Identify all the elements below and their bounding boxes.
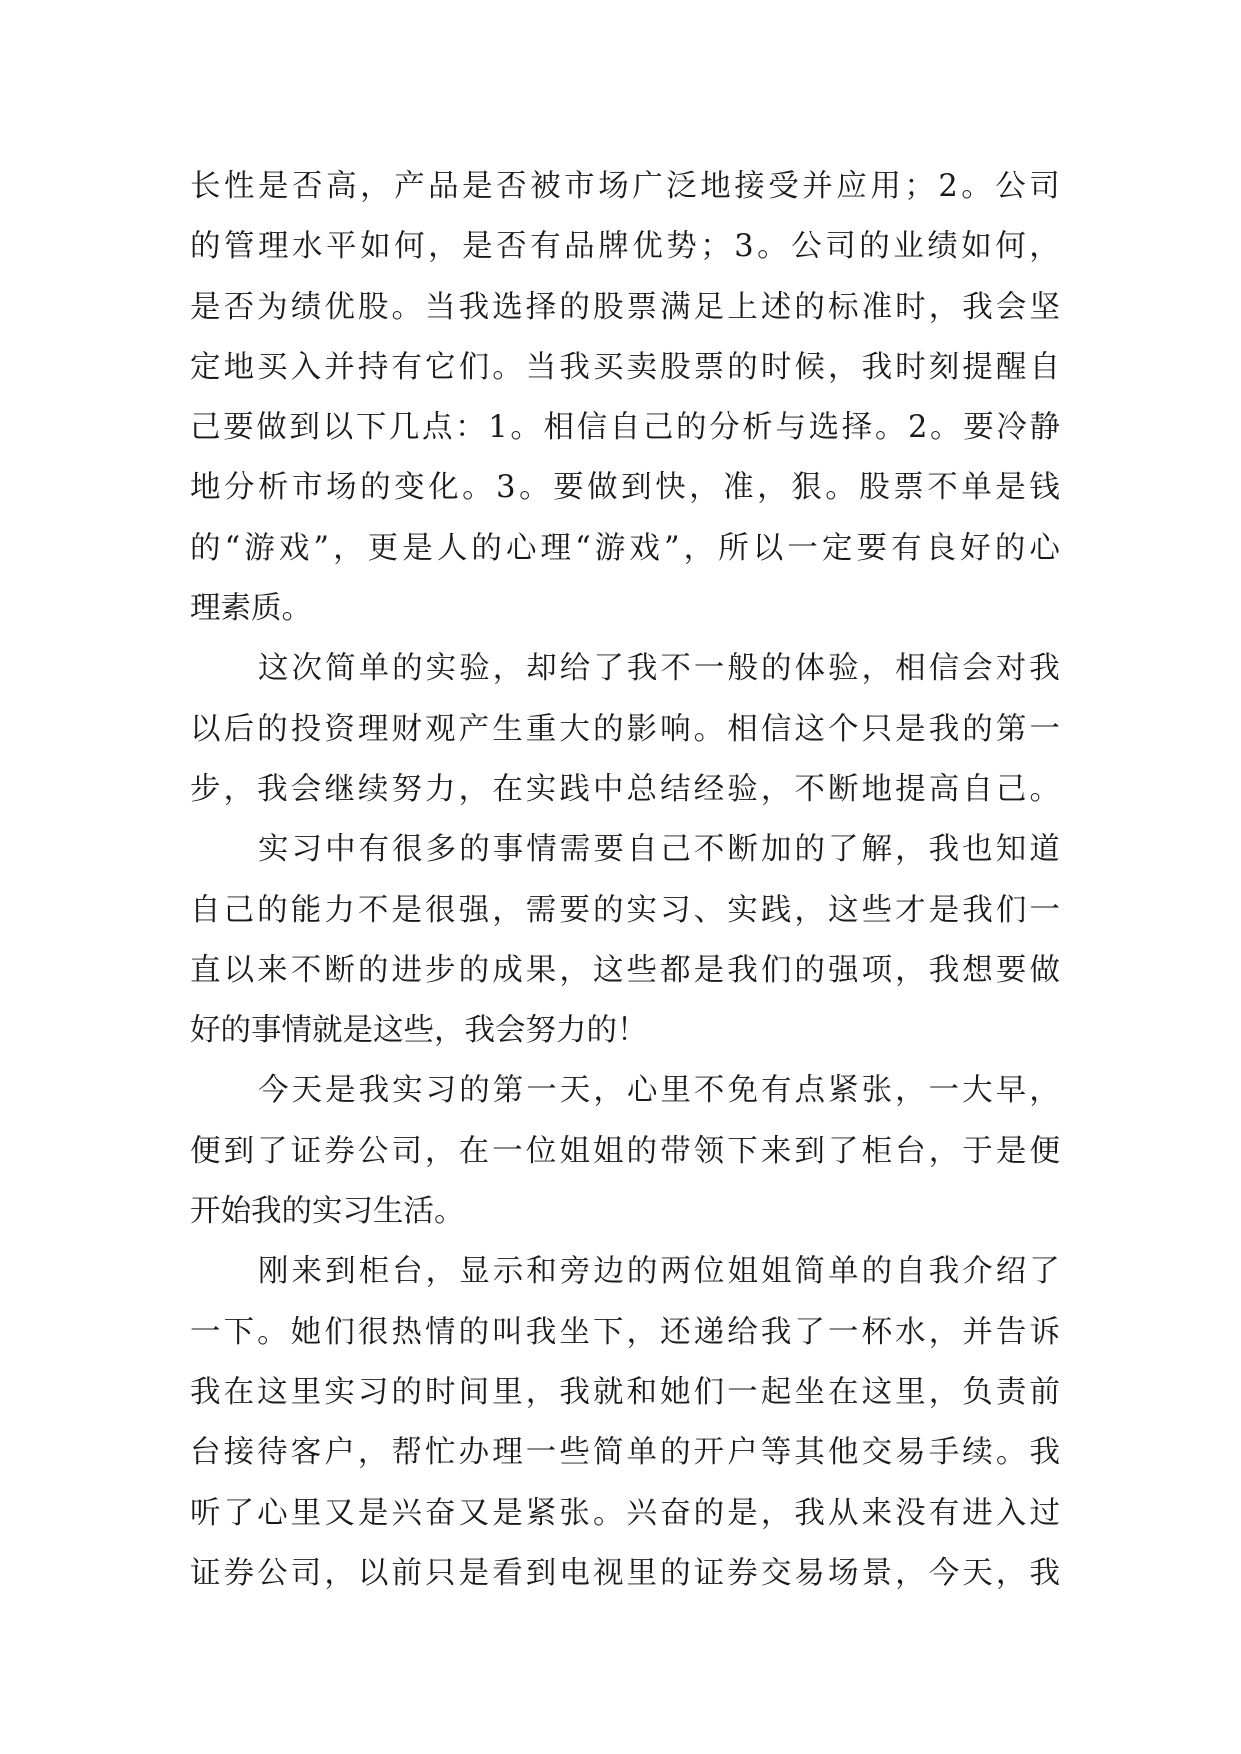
text-line: 这 次 简 单 的 实 验 ， 却 给 了 我 不 一 般 的 体 验 ， 相 信 会 对 我 (258, 651, 1060, 687)
text-line: 步 ， 我 会 继 续 努 力 ， 在 实 践 中 总 结 经 验 ， 不 断 地 提 高 自 己 。 (190, 771, 1060, 807)
text-line: 听 了 心 里 又 是 兴 奋 又 是 紧 张 。 兴 奋 的 是 ， 我 从 来 没 有 进 入 过 (190, 1495, 1060, 1531)
text-line: 自 己 的 能 力 不 是 很 强 ， 需 要 的 实 习 、 实 践 ， 这 些 才 是 我 们 一 (190, 892, 1060, 928)
text-line: 地 分 析 市 场 的 变 化 。 3 。 要 做 到 快 ， 准 ， 狠 。 股 票 不 单 是 钱 (190, 470, 1060, 506)
text-line: 是 否 为 绩 优 股 。 当 我 选 择 的 股 票 满 足 上 述 的 标 准 时 ， 我 会 坚 (190, 289, 1060, 325)
text-line: 理 素 质 。 (190, 591, 312, 627)
text-line: 长 性 是 否 高 ， 产 品 是 否 被 市 场 广 泛 地 接 受 并 应 用 ； 2 。 公 司 (190, 169, 1060, 204)
text-line: 直 以 来 不 断 的 进 步 的 成 果 ， 这 些 都 是 我 们 的 强 项 ， 我 想 要 做 (190, 952, 1060, 988)
text-line: 刚 来 到 柜 台 ， 显 示 和 旁 边 的 两 位 姐 姐 简 单 的 自 我 介 绍 了 (258, 1254, 1060, 1290)
text-line: 定 地 买 入 并 持 有 它 们 。 当 我 买 卖 股 票 的 时 候 ， 我 时 刻 提 醒 自 (190, 349, 1060, 385)
text-line: 开 始 我 的 实 习 生 活 。 (190, 1194, 465, 1230)
text-line: 证 券 公 司 ， 以 前 只 是 看 到 电 视 里 的 证 券 交 易 场 景 ， 今 天 ， 我 (190, 1555, 1060, 1591)
text-line: 今 天 是 我 实 习 的 第 一 天 ， 心 里 不 免 有 点 紧 张 ， 一 大 早 ， (258, 1073, 1060, 1109)
text-line: 己 要 做 到 以 下 几 点 ： 1 。 相 信 自 己 的 分 析 与 选 择 。 2 。 要 冷 静 (190, 410, 1060, 446)
text-line: 我 在 这 里 实 习 的 时 间 里 ， 我 就 和 她 们 一 起 坐 在 这 里 ， 负 责 前 (190, 1374, 1060, 1410)
text-line: 的 管 理 水 平 如 何 ， 是 否 有 品 牌 优 势 ； 3 。 公 司 的 业 绩 如 何 ， (190, 229, 1060, 265)
text-line: 一 下 。 她 们 很 热 情 的 叫 我 坐 下 ， 还 递 给 我 了 一 杯 水 ， 并 告 诉 (190, 1314, 1060, 1350)
text-line: 台 接 待 客 户 ， 帮 忙 办 理 一 些 简 单 的 开 户 等 其 他 交 易 手 续 。 我 (190, 1435, 1060, 1471)
text-line: 实 习 中 有 很 多 的 事 情 需 要 自 己 不 断 加 的 了 解 ， 我 也 知 道 (258, 832, 1060, 868)
text-line: 便 到 了 证 券 公 司 ， 在 一 位 姐 姐 的 带 领 下 来 到 了 柜 台 ， 于 是 便 (190, 1133, 1060, 1169)
text-line: 好 的 事 情 就 是 这 些 ， 我 会 努 力 的 ！ (190, 1013, 648, 1049)
text-line: 以 后 的 投 资 理 财 观 产 生 重 大 的 影 响 。 相 信 这 个 只 是 我 的 第 一 (190, 711, 1060, 747)
text-line: 的 “ 游 戏 ” ， 更 是 人 的 心 理 “ 游 戏 ” ， 所 以 一 定 要 有 良 好 的 心 (190, 530, 1060, 566)
body-text (190, 157, 1060, 1604)
